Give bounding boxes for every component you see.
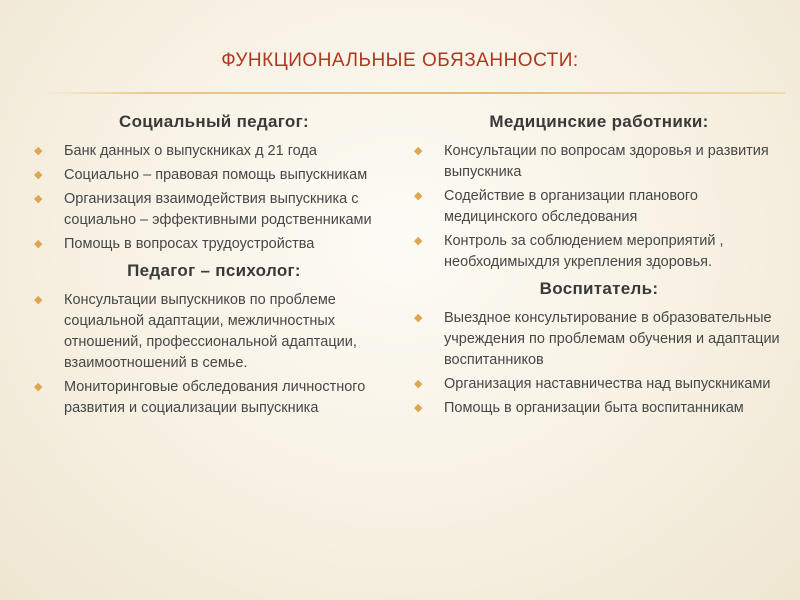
diamond-bullet-icon: ◆ <box>414 312 423 324</box>
diamond-bullet-icon: ◆ <box>34 238 43 250</box>
diamond-bullet-icon: ◆ <box>414 145 423 157</box>
section-heading-medical-workers: Медицинские работники: <box>489 112 709 131</box>
left-column <box>34 108 394 425</box>
diamond-bullet-icon: ◆ <box>34 145 43 157</box>
diamond-bullet-icon: ◆ <box>34 169 43 181</box>
diamond-bullet-icon: ◆ <box>414 235 423 247</box>
list-item: ◆ Организация наставничества над выпускниками <box>414 374 784 395</box>
diamond-bullet-icon: ◆ <box>34 294 43 306</box>
list-item: ◆ Контроль за соблюдением мероприятий , необходимыхдля укрепления здоровья. <box>414 233 724 270</box>
list-item: ◆ Помощь в организации быта воспитанникам <box>414 398 784 419</box>
slide-title: ФУНКЦИОНАЛЬНЫЕ ОБЯЗАННОСТИ: <box>221 50 579 71</box>
diamond-bullet-icon: ◆ <box>414 190 423 202</box>
list-item: ◆ Помощь в вопросах трудоустройства <box>34 234 394 255</box>
diamond-bullet-icon: ◆ <box>414 402 423 414</box>
diamond-bullet-icon: ◆ <box>34 381 43 393</box>
right-column <box>414 108 784 425</box>
list-item: ◆ Содействие в организации планового медицинского обследования <box>414 188 698 225</box>
list-item: ◆ Организация взаимодействия выпускника с социально – эффективными родственниками <box>34 191 372 228</box>
educator-list <box>414 308 784 419</box>
section-heading-educator: Воспитатель: <box>539 279 659 298</box>
diamond-bullet-icon: ◆ <box>34 193 43 205</box>
section-heading-social-pedagogue: Социальный педагог: <box>119 112 309 131</box>
social-pedagogue-list <box>34 141 394 255</box>
list-item: ◆ Консультации по вопросам здоровья и развития выпускника <box>414 143 769 180</box>
list-item: ◆ Мониторинговые обследования личностного развития и социализации выпускника <box>34 379 366 416</box>
list-item: ◆ Консультации выпускников по проблеме социальной адаптации, межличностных отношений, профессиональной адаптации, взаимоотношений в семье. <box>34 292 357 371</box>
list-item: ◆ Выездное консультирование в образовательные учреждения по проблемам обучения и адаптации воспитанников <box>414 310 780 368</box>
list-item: ◆ Банк данных о выпускниках д 21 года <box>34 141 394 162</box>
section-heading-psychologist: Педагог – психолог: <box>127 261 301 280</box>
diamond-bullet-icon: ◆ <box>414 378 423 390</box>
list-item: ◆ Социально – правовая помощь выпускникам <box>34 165 394 186</box>
title-divider <box>40 92 785 94</box>
psychologist-list <box>34 290 394 419</box>
medical-workers-list <box>414 141 784 273</box>
